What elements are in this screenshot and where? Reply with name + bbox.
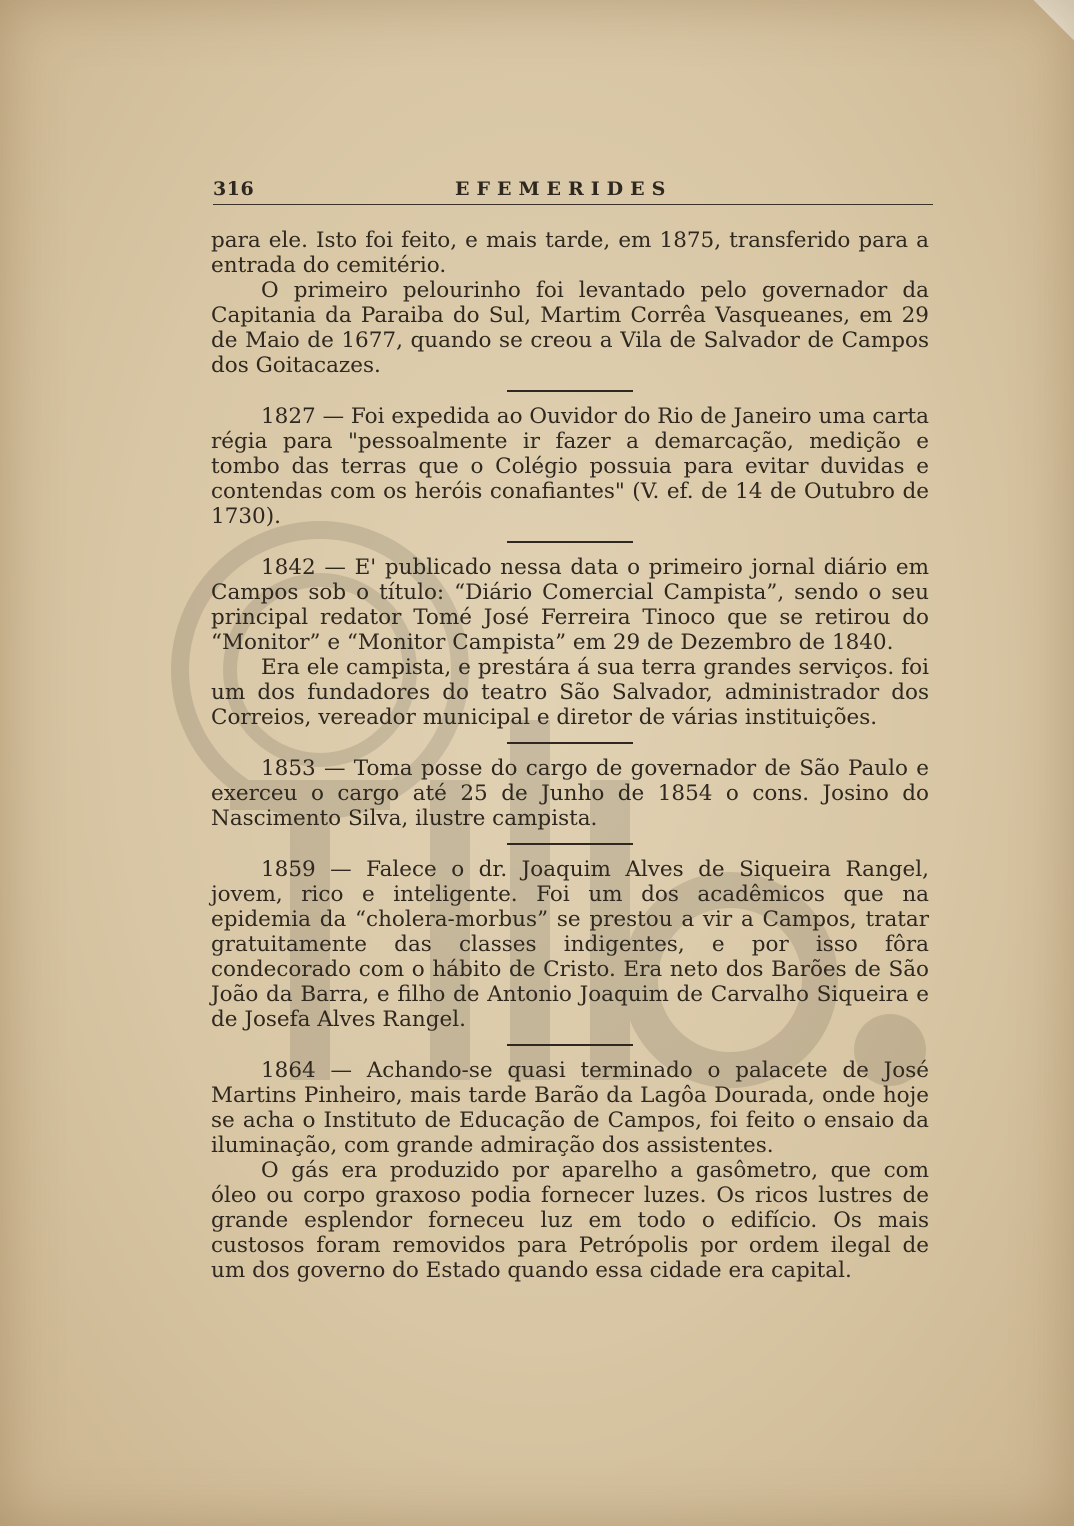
entry-1853: 1853 — Toma posse do cargo de governador de São Paulo e exerceu o cargo até 25 de Junho de 1854 o cons. Josino do Nascimento Silva, ilustre campista.: [211, 756, 929, 831]
paragraph-continuation: para ele. Isto foi feito, e mais tarde, em 1875, transferido para a entrada do cemitério.: [211, 228, 929, 278]
entry-1842: 1842 — E' publicado nessa data o primeiro jornal diário em Campos sob o título: “Diário Comercial Campista”, sendo o seu principal redator Tomé José Ferreira Tinoco que se retirou do “Monitor” e “Monitor Campista” em 29 de Dezembro de 1840.: [211, 555, 929, 655]
section-separator: [507, 390, 633, 392]
entry-1864-continued: O gás era produzido por aparelho a gasômetro, que com óleo ou corpo graxoso podia fornecer luzes. Os ricos lustres de grande esplendor forneceu luz em todo o edifício. Os mais custosos foram removidos para Petrópolis por ordem ilegal de um dos governo do Estado quando essa cidade era capital.: [211, 1158, 929, 1283]
paragraph-pelourinho: O primeiro pelourinho foi levantado pelo governador da Capitania da Paraiba do Sul, Martim Corrêa Vasqueanes, em 29 de Maio de 1677, quando se creou a Vila de Salvador de Campos dos Goitacazes.: [211, 278, 929, 378]
section-separator: [507, 843, 633, 845]
page-header: [213, 178, 933, 206]
page-number: 316: [213, 178, 255, 200]
section-separator: [507, 541, 633, 543]
page-corner: [1014, 0, 1074, 40]
section-separator: [507, 1044, 633, 1046]
entry-1842-continued: Era ele campista, e prestára á sua terra grandes serviços. foi um dos fundadores do teatro São Salvador, administrador dos Correios, vereador municipal e diretor de várias instituições.: [211, 655, 929, 730]
section-separator: [507, 742, 633, 744]
running-title: EFEMERIDES: [455, 178, 673, 200]
header-rule: [213, 204, 933, 205]
entry-1859: 1859 — Falece o dr. Joaquim Alves de Siqueira Rangel, jovem, rico e inteligente. Foi um dos acadêmicos que na epidemia da “cholera-morbus” se prestou a vir a Campos, tratar gratuitamente das classes indigentes, e por isso fôra condecorado com o hábito de Cristo. Era neto dos Barões de São João da Barra, e filho de Antonio Joaquim de Carvalho Siqueira e de Josefa Alves Rangel.: [211, 857, 929, 1032]
entry-1864: 1864 — Achando-se quasi terminado o palacete de José Martins Pinheiro, mais tarde Barão da Lagôa Dourada, onde hoje se acha o Instituto de Educação de Campos, foi feito o ensaio da iluminação, com grande admiração dos assistentes.: [211, 1058, 929, 1158]
entry-1827: 1827 — Foi expedida ao Ouvidor do Rio de Janeiro uma carta régia para "pessoalmente ir fazer a demarcação, medição e tombo das terras que o Colégio possuia para evitar duvidas e contendas com os heróis conafiantes" (V. ef. de 14 de Outubro de 1730).: [211, 404, 929, 529]
page-body: [211, 228, 929, 1283]
